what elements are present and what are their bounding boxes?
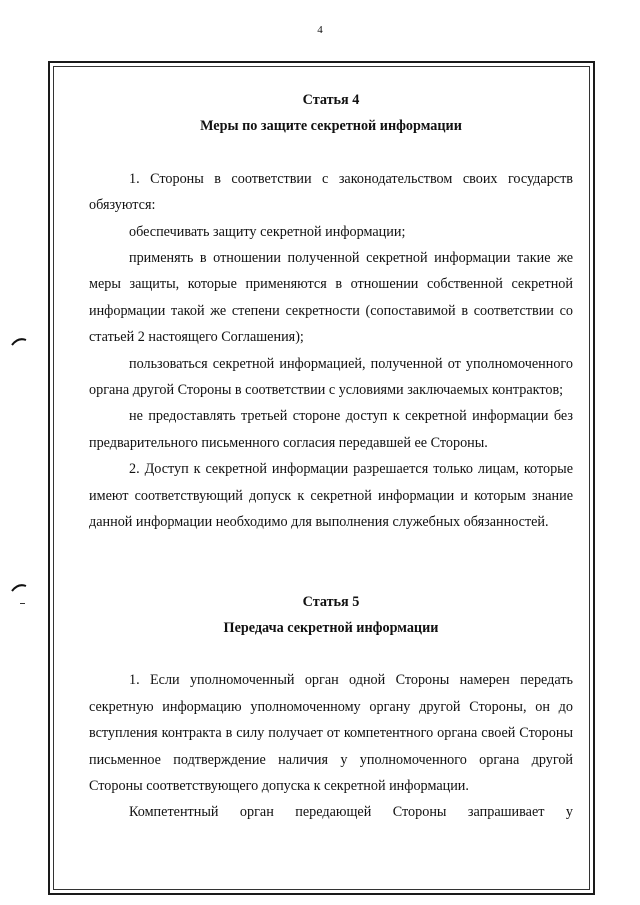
- article-4-paragraph-5: не предоставлять третьей стороне доступ к секретной информации без предварительного письменного согласия передавшей ее Стороны.: [89, 408, 573, 451]
- article-4-paragraph-2: обеспечивать защиту секретной информации;: [129, 223, 406, 240]
- article-5-paragraph-2: Компетентный орган передающей Стороны запрашивает у: [129, 804, 573, 821]
- article-4-paragraph-6: 2. Доступ к секретной информации разрешается только лицам, которые имеют соответствующий допуск к секретной информации и которым знание данной информации необходимо для выполнения служебных обязанностей.: [89, 461, 573, 531]
- document-frame: [48, 61, 595, 895]
- article-5-title: Статья 5: [302, 593, 360, 610]
- article-4-paragraph-1: 1. Стороны в соответствии с законодательством своих государств обязуются:: [89, 170, 573, 214]
- document-content: [89, 87, 573, 826]
- margin-dash: [20, 603, 25, 604]
- page-number: 4: [317, 24, 323, 36]
- article-4-paragraph-3: применять в отношении полученной секретной информации такие же меры защиты, которые применяются в отношении собственной секретной информации такой же степени секретности (сопоставимой в соответствии со статьей 2 настоящего Соглашения);: [89, 250, 573, 346]
- margin-mark-top: [10, 336, 28, 346]
- article-4-subtitle: Меры по защите секретной информации: [200, 118, 462, 135]
- margin-mark-bottom: [10, 582, 28, 592]
- article-5-paragraph-1: 1. Если уполномоченный орган одной Стороны намерен передать секретную информацию уполномоченному органу другой Стороны, он до вступления контракта в силу получает от компетентного органа своей Стороны письменное подтверждение наличия у уполномоченного органа другой Стороны соответствующего допуска к секретной информации.: [89, 672, 573, 794]
- article-4-paragraph-4: пользоваться секретной информацией, полученной от уполномоченного органа другой Стороны в соответствии с условиями заключаемых контрактов;: [89, 355, 573, 399]
- article-5-subtitle: Передача секретной информации: [223, 619, 439, 636]
- article-4-title: Статья 4: [302, 92, 360, 108]
